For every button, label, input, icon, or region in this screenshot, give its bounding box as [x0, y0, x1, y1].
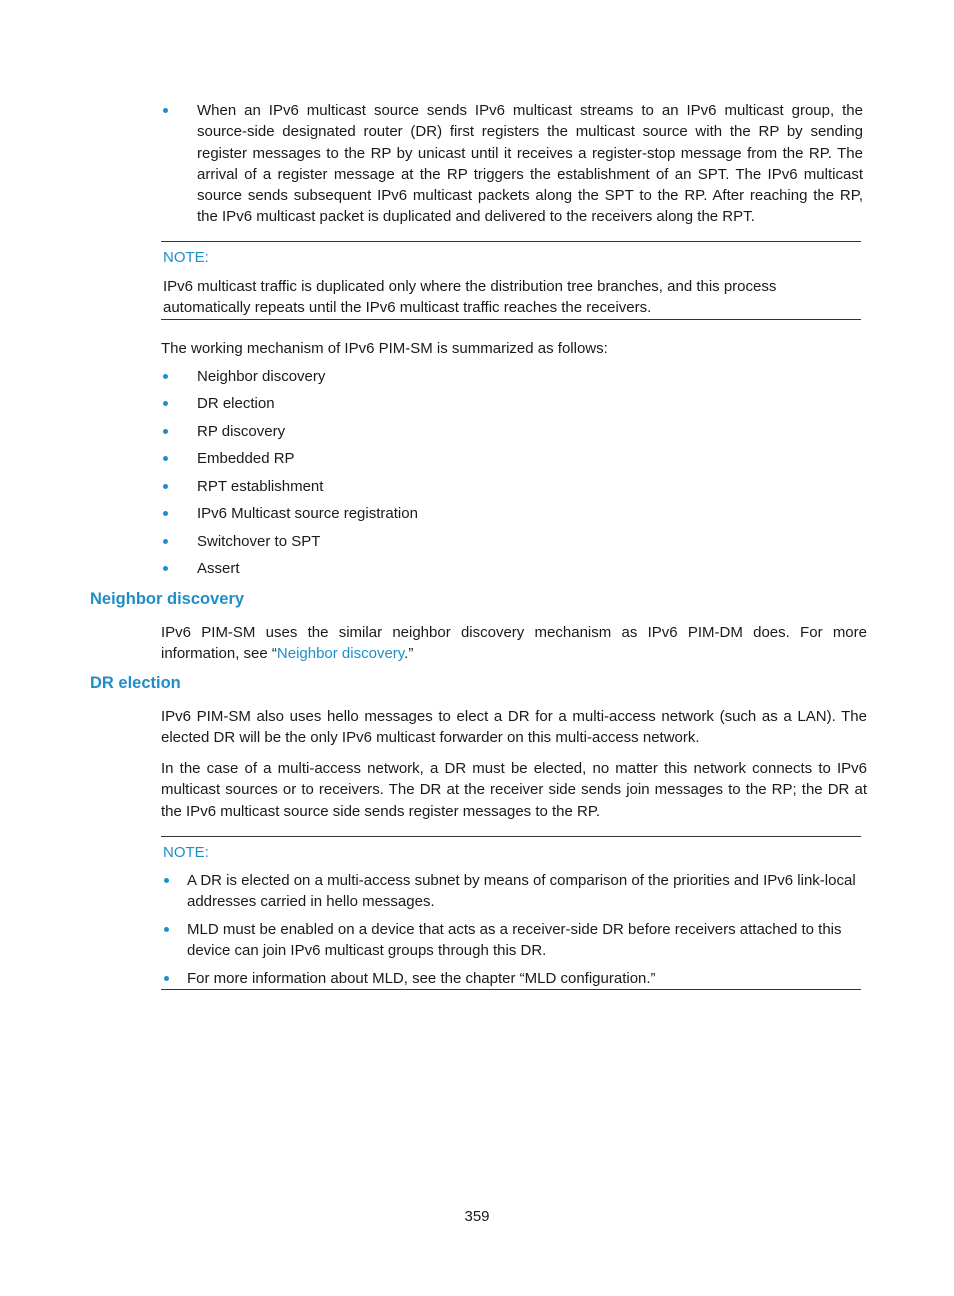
bullet-icon	[164, 878, 169, 883]
bullet-icon	[163, 484, 168, 489]
list-item: IPv6 Multicast source registration	[163, 503, 418, 524]
bullet-icon	[163, 456, 168, 461]
neighbor-discovery-paragraph	[161, 622, 867, 665]
note-list-item	[164, 870, 861, 913]
neighbor-discovery-link[interactable]: Neighbor discovery	[276, 645, 405, 663]
bullet-icon	[163, 429, 168, 434]
dr-election-paragraph-1: IPv6 PIM-SM also uses hello messages to elect a DR for a multi-access network (such as a LAN). The elected DR will be the only IPv6 multicast forwarder on this multi-access network.	[161, 708, 867, 747]
note-text: IPv6 multicast traffic is duplicated only where the distribution tree branches, and this process automatically repeats until the IPv6 multicast traffic reaches the receivers.	[163, 278, 777, 317]
list-item: DR election	[163, 393, 275, 414]
bullet-icon	[163, 374, 168, 379]
list-item: Switchover to SPT	[163, 531, 320, 552]
bullet-icon	[163, 401, 168, 406]
note-item-text: For more information about MLD, see the chapter “MLD configuration.”	[187, 970, 656, 987]
bullet-icon	[163, 511, 168, 516]
note-box-2	[161, 836, 861, 990]
list-item: RP discovery	[163, 421, 285, 442]
bullet-icon	[164, 976, 169, 981]
neighbor-text-before: IPv6 PIM-SM uses the similar neighbor discovery mechanism as IPv6 PIM-DM does. For more information, see “	[161, 624, 867, 663]
bullet-icon	[163, 108, 168, 113]
list-item: Assert	[163, 558, 240, 579]
dr-election-paragraph-2: In the case of a multi-access network, a DR must be elected, no matter this network connects to IPv6 multicast sources or to receivers. The DR at the receiver side sends join messages to the RP; the DR at the IPv6 multicast source side sends register messages to the RP.	[161, 760, 867, 820]
note-box-1	[161, 241, 861, 320]
note-label: NOTE:	[163, 844, 209, 861]
note-item-text: MLD must be enabled on a device that acts as a receiver-side DR before receivers attached to this device can join IPv6 multicast groups through this DR.	[187, 921, 842, 960]
intro-bullet	[163, 100, 863, 228]
bullet-icon	[163, 539, 168, 544]
bullet-icon	[163, 566, 168, 571]
list-item: Neighbor discovery	[163, 366, 325, 387]
section-heading-neighbor-discovery: Neighbor discovery	[90, 590, 245, 608]
section-heading-dr-election: DR election	[90, 674, 181, 692]
note-list-item	[164, 919, 861, 962]
neighbor-text-after: .”	[404, 645, 414, 663]
list-item: RPT establishment	[163, 476, 323, 497]
bullet-icon	[164, 927, 169, 932]
note-item-text: A DR is elected on a multi-access subnet by means of comparison of the priorities and IPv6 link-local addresses carried in hello messages.	[187, 872, 856, 911]
intro-bullet-text: When an IPv6 multicast source sends IPv6 multicast streams to an IPv6 multicast group, the source-side designated router (DR) first registers the multicast source with the RP by sending register messages to the RP by unicast until it receives a register-stop message from the RP. The arrival of a register message at the RP triggers the establishment of an SPT. The IPv6 multicast source sends subsequent IPv6 multicast packets along the SPT to the RP. After reaching the RP, the IPv6 multicast packet is duplicated and delivered to the receivers along the RPT.	[197, 102, 863, 226]
note-label: NOTE:	[163, 249, 209, 266]
list-item: Embedded RP	[163, 448, 295, 469]
summary-intro: The working mechanism of IPv6 PIM-SM is summarized as follows:	[161, 340, 608, 357]
page-number: 359	[464, 1208, 490, 1225]
note-list-item	[164, 968, 861, 989]
